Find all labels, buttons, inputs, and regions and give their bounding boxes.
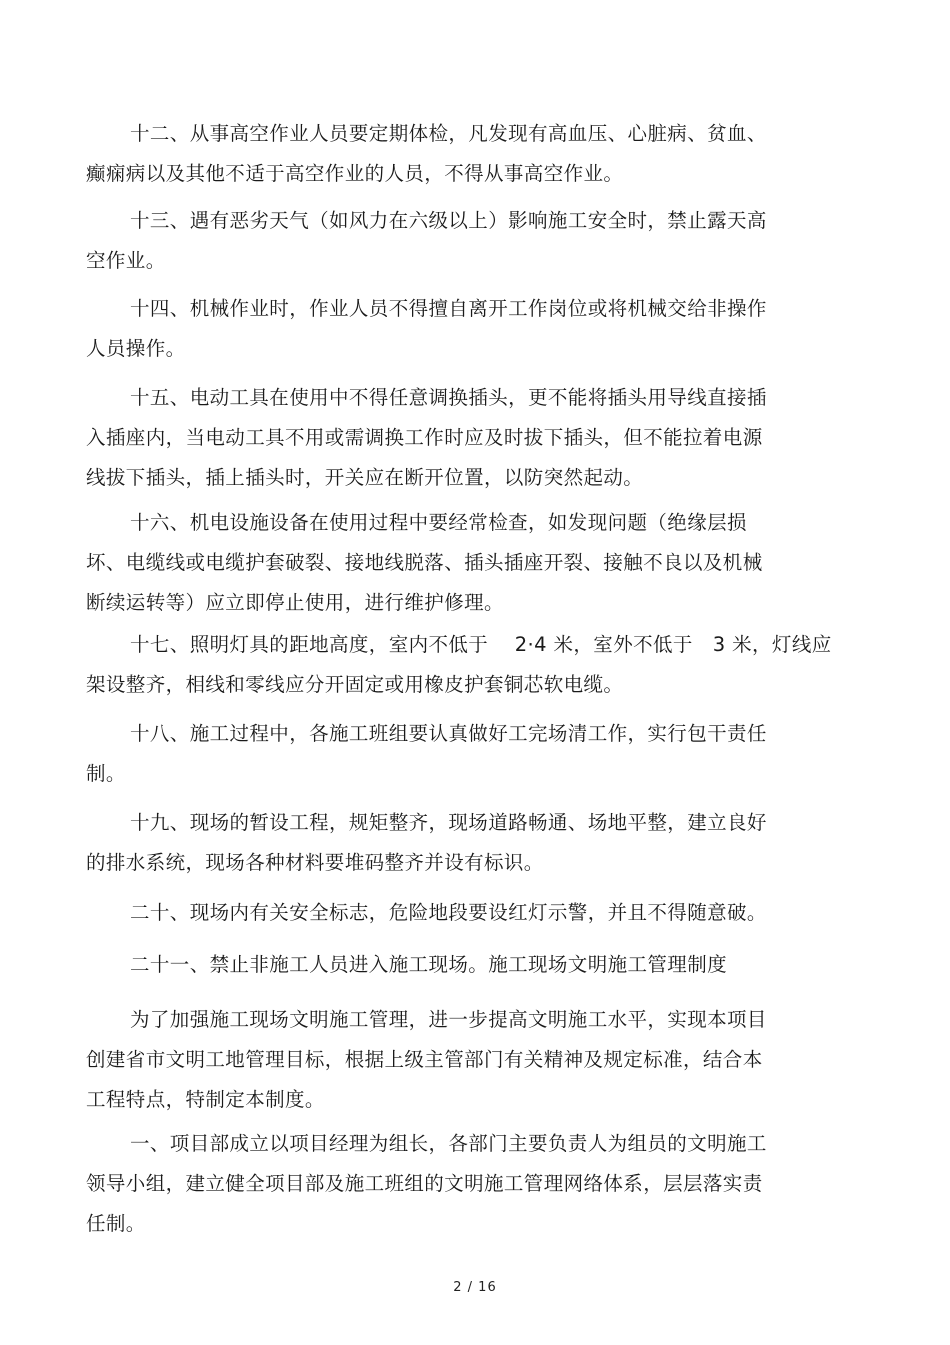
text-line: 十五、电动工具在使用中不得任意调换插头，更不能将插头用导线直接插 bbox=[130, 386, 767, 409]
text-line: 的排水系统，现场各种材料要堆码整齐并设有标识。 bbox=[86, 851, 544, 874]
text-line: 十九、现场的暂设工程，规矩整齐，现场道路畅通、场地平整，建立良好 bbox=[130, 811, 767, 834]
text-line: 入插座内，当电动工具不用或需调换工作时应及时拔下插头，但不能拉着电源 bbox=[86, 426, 763, 449]
paragraph-item-14 bbox=[86, 289, 866, 369]
paragraph-item-21 bbox=[86, 945, 866, 985]
paragraph-item-12 bbox=[86, 114, 866, 194]
paragraph-item-15 bbox=[86, 378, 866, 498]
text-line: 人员操作。 bbox=[86, 337, 186, 360]
text-line: 工程特点，特制定本制度。 bbox=[86, 1088, 325, 1111]
text-line: 十七、照明灯具的距地高度，室内不低于 2·4 米，室外不低于 3 米，灯线应 bbox=[130, 633, 832, 656]
text-line: 一、项目部成立以项目经理为组长，各部门主要负责人为组员的文明施工 bbox=[130, 1132, 767, 1155]
text-line: 线拔下插头，插上插头时，开关应在断开位置，以防突然起动。 bbox=[86, 466, 644, 489]
paragraph-intro bbox=[86, 1000, 866, 1120]
text-line: 十四、机械作业时，作业人员不得擅自离开工作岗位或将机械交给非操作 bbox=[130, 297, 767, 320]
paragraph-item-19 bbox=[86, 803, 866, 883]
text-line: 二十、现场内有关安全标志，危险地段要设红灯示警，并且不得随意破。 bbox=[130, 901, 767, 924]
text-line: 为了加强施工现场文明施工管理，进一步提高文明施工水平，实现本项目 bbox=[130, 1008, 767, 1031]
paragraph-item-16 bbox=[86, 503, 866, 623]
text-line: 架设整齐，相线和零线应分开固定或用橡皮护套铜芯软电缆。 bbox=[86, 673, 624, 696]
text-line: 二十一、禁止非施工人员进入施工现场。施工现场文明施工管理制度 bbox=[130, 953, 728, 976]
text-line: 十二、从事高空作业人员要定期体检，凡发现有高血压、心脏病、贫血、 bbox=[130, 122, 767, 145]
page-number: 2 / 16 bbox=[453, 1280, 497, 1295]
text-line: 十六、机电设施设备在使用过程中要经常检查，如发现问题（绝缘层损 bbox=[130, 511, 747, 534]
text-line: 癫痫病以及其他不适于高空作业的人员，不得从事高空作业。 bbox=[86, 162, 624, 185]
text-line: 断续运转等）应立即停止使用，进行维护修理。 bbox=[86, 591, 504, 614]
text-line: 制。 bbox=[86, 762, 126, 785]
paragraph-item-13 bbox=[86, 201, 866, 281]
text-line: 坏、电缆线或电缆护套破裂、接地线脱落、插头插座开裂、接触不良以及机械 bbox=[86, 551, 763, 574]
text-line: 领导小组，建立健全项目部及施工班组的文明施工管理网络体系，层层落实责 bbox=[86, 1172, 763, 1195]
paragraph-item-20 bbox=[86, 893, 866, 933]
text-line: 十三、遇有恶劣天气（如风力在六级以上）影响施工安全时，禁止露天高 bbox=[130, 209, 767, 232]
text-line: 创建省市文明工地管理目标，根据上级主管部门有关精神及规定标准，结合本 bbox=[86, 1048, 763, 1071]
text-line: 十八、施工过程中，各施工班组要认真做好工完场清工作，实行包干责任 bbox=[130, 722, 767, 745]
paragraph-item-17 bbox=[86, 625, 866, 705]
text-line: 任制。 bbox=[86, 1212, 146, 1235]
paragraph-item-1 bbox=[86, 1124, 866, 1244]
paragraph-item-18 bbox=[86, 714, 866, 794]
text-line: 空作业。 bbox=[86, 249, 166, 272]
